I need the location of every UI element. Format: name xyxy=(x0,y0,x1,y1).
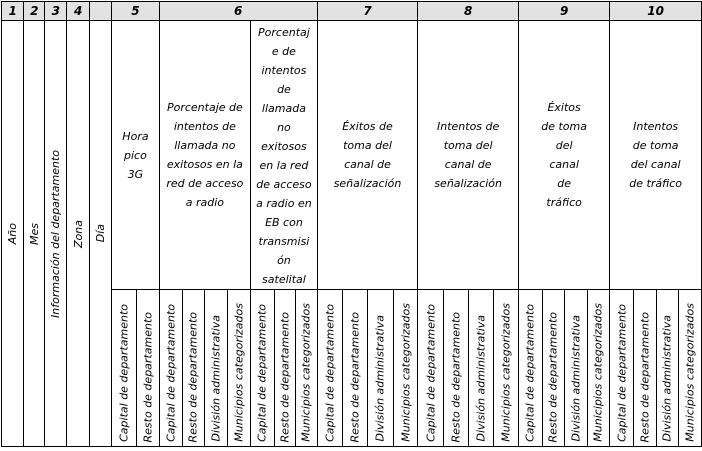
cat-col7-municipios xyxy=(393,290,418,447)
column-number-7: 7 xyxy=(317,2,418,21)
cat-col5-capital xyxy=(112,290,137,447)
col6b-line: no xyxy=(277,121,291,134)
cat-label: Capital de departamento xyxy=(255,304,269,442)
cat-label: Municipios categorizados xyxy=(299,303,313,442)
col6b-line: en la red xyxy=(259,159,309,172)
cat-col9-division xyxy=(565,290,588,447)
cat-label: Resto de departamento xyxy=(449,311,463,442)
col6b-line: intentos xyxy=(261,64,307,77)
column-number-6: 6 xyxy=(159,2,317,21)
column-number-3: 3 xyxy=(45,2,67,21)
cat-col6b-capital xyxy=(251,290,274,447)
header-mes-label: Mes xyxy=(27,222,41,245)
cat-label: Municipios categorizados xyxy=(591,303,605,442)
cat-col6b-municipios xyxy=(296,290,318,447)
description-col10-text: Intentos de toma del canal de tráfico xyxy=(629,120,682,190)
description-col6a-text: Porcentaje de intentos de llamada no exitosos en la red de acceso a radio xyxy=(166,101,244,209)
cat-col9-resto xyxy=(542,290,565,447)
cat-col9-municipios xyxy=(587,290,610,447)
cat-label: Municipios categorizados xyxy=(399,303,412,442)
cat-col8-resto xyxy=(444,290,469,447)
cat-col5-resto xyxy=(136,290,159,447)
cat-label: Municipios categorizados xyxy=(683,303,697,442)
description-col6b-lines xyxy=(251,21,317,289)
column-number-1: 1 xyxy=(2,2,24,21)
column-number-8: 8 xyxy=(418,2,519,21)
cat-col6a-capital xyxy=(159,290,182,447)
description-col7 xyxy=(317,21,418,290)
column-number-9: 9 xyxy=(518,2,609,21)
col6b-line: llamada xyxy=(261,102,306,115)
description-col7-text: Éxitos de toma del canal de señalización xyxy=(333,120,402,190)
col6b-line: de xyxy=(277,83,291,96)
cat-label: Capital de departamento xyxy=(323,304,337,442)
description-col9-text: Éxitos de toma del canal de tráfico xyxy=(541,101,587,209)
cat-col6a-municipios xyxy=(228,290,251,447)
cat-col8-capital xyxy=(418,290,444,447)
cat-col6a-division xyxy=(204,290,227,447)
cat-col9-capital xyxy=(518,290,542,447)
column-number-4: 4 xyxy=(67,2,89,21)
cat-label: Capital de departamento xyxy=(615,304,629,442)
cat-col10-division xyxy=(656,290,679,447)
cat-label: División administrativa xyxy=(209,315,223,442)
cat-label: Resto de departamento xyxy=(638,311,652,442)
description-row xyxy=(2,21,702,290)
col6b-line: exitosos xyxy=(261,140,307,153)
header-departamento-label: Información del departamento xyxy=(49,149,63,318)
cat-label: División administrativa xyxy=(373,315,387,442)
header-dia-label: Día xyxy=(94,224,108,243)
cat-col6b-resto xyxy=(274,290,296,447)
cat-label: División administrativa xyxy=(569,315,583,442)
cat-label: Capital de departamento xyxy=(164,304,178,442)
cat-col7-division xyxy=(367,290,393,447)
cat-label: Capital de departamento xyxy=(117,304,131,442)
cat-col7-capital xyxy=(317,290,343,447)
cat-label: Capital de departamento xyxy=(424,304,438,442)
cat-label: Resto de departamento xyxy=(278,311,292,442)
description-col6b xyxy=(251,21,318,290)
cat-col10-capital xyxy=(610,290,634,447)
cat-label: División administrativa xyxy=(660,315,674,442)
description-col8-text: Intentos de toma del canal de señalización xyxy=(434,120,502,190)
cat-label: Municipios categorizados xyxy=(232,303,246,442)
cat-col7-resto xyxy=(343,290,368,447)
col6b-line: Porcentaj xyxy=(258,26,310,39)
cat-label: Municipios categorizados xyxy=(499,303,513,442)
description-col8 xyxy=(418,21,519,290)
cat-label: Capital de departamento xyxy=(523,304,537,442)
cat-col8-municipios xyxy=(494,290,519,447)
description-col9 xyxy=(518,21,609,290)
column-number-2: 2 xyxy=(24,2,45,21)
column-number-row xyxy=(2,2,702,21)
header-anio-label: Año xyxy=(6,222,20,245)
description-col5 xyxy=(112,21,159,290)
col6b-line: e de xyxy=(271,45,296,58)
description-col6a xyxy=(159,21,251,290)
col6b-line: a radio en xyxy=(256,197,312,210)
description-col5-text: Hora pico 3G xyxy=(122,129,149,181)
cat-col8-division xyxy=(469,290,494,447)
cat-col10-municipios xyxy=(679,290,702,447)
cat-label: División administrativa xyxy=(474,315,488,442)
cat-label: Resto de departamento xyxy=(546,311,560,442)
header-zona-label: Zona xyxy=(71,219,85,248)
header-mes xyxy=(24,21,45,447)
cat-label: Resto de departamento xyxy=(348,311,362,442)
header-departamento xyxy=(45,21,67,447)
data-dictionary-table xyxy=(1,1,702,447)
header-zona xyxy=(67,21,89,447)
column-number-10: 10 xyxy=(610,2,702,21)
cat-label: Resto de departamento xyxy=(186,311,200,442)
header-dia xyxy=(89,21,111,447)
cat-col6a-resto xyxy=(182,290,204,447)
col6b-line: EB con xyxy=(265,216,303,229)
header-anio xyxy=(2,21,24,447)
column-number-5: 5 xyxy=(112,2,159,21)
cat-label: Resto de departamento xyxy=(141,311,155,442)
column-number-blank xyxy=(89,2,111,21)
col6b-line: transmisi xyxy=(258,235,310,248)
col6b-line: satelital xyxy=(262,273,306,286)
cat-col10-resto xyxy=(633,290,656,447)
col6b-line: ón xyxy=(277,254,291,267)
col6b-line: de acceso xyxy=(256,178,312,191)
description-col10 xyxy=(610,21,702,290)
